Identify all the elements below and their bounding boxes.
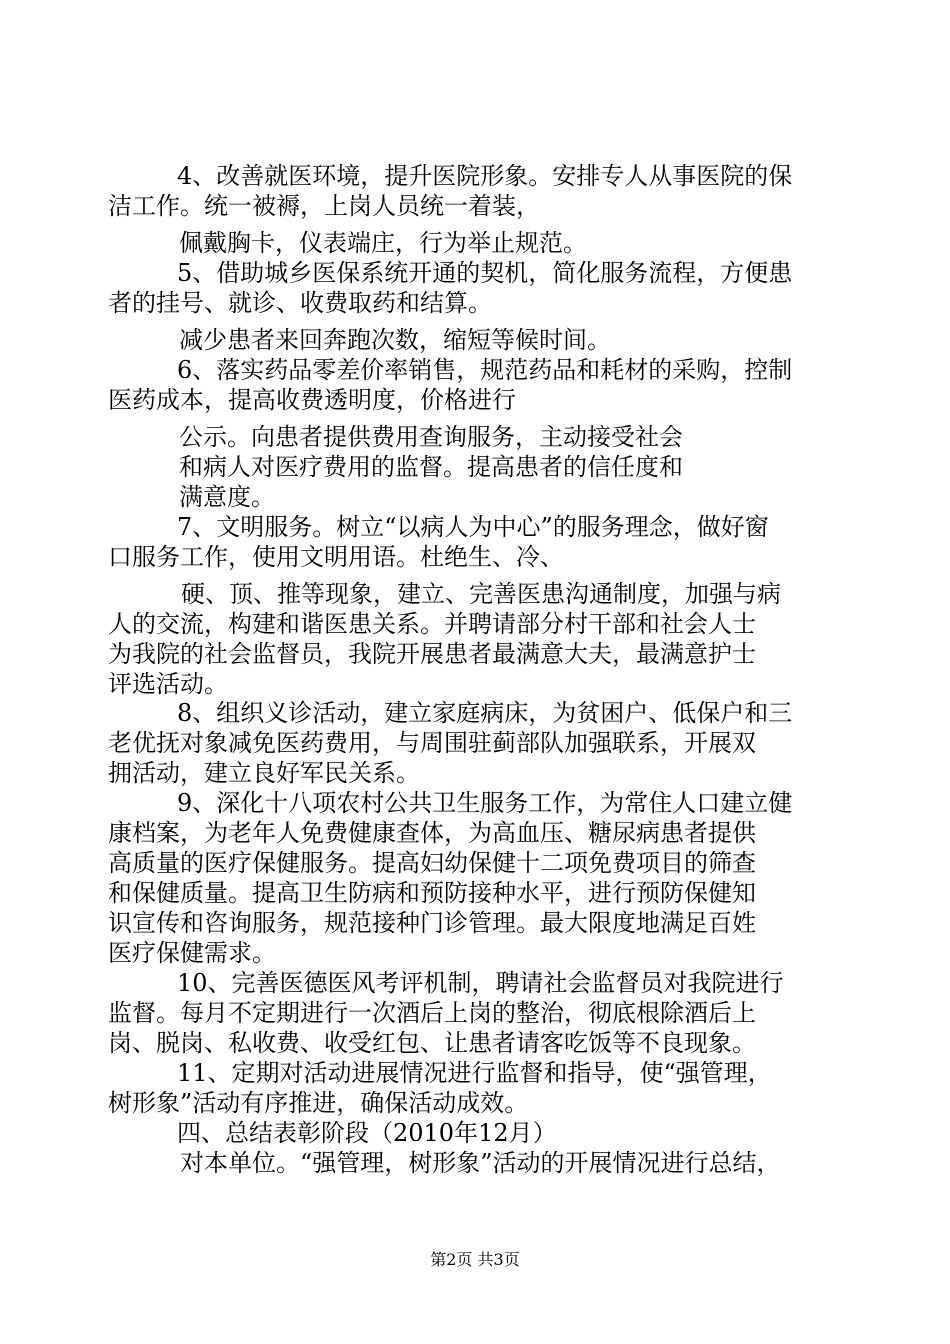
paragraph-line: 减少患者来回奔跑次数，缩短等候时间。 (179, 326, 611, 354)
paragraph-line: 4、改善就医环境，提升医院形象。安排专人从事医院的保 (177, 162, 793, 190)
paragraph-line: 树形象”活动有序推进，确保活动成效。 (108, 1089, 529, 1117)
paragraph-line: 口服务工作，使用文明用语。杜绝生、冷、 (108, 543, 564, 571)
paragraph-line: 7、文明服务。树立“以病人为中心”的服务理念，做好窗 (177, 513, 769, 541)
paragraph-line: 岗、脱岗、私收费、收受红包、让患者请客吃饭等不良现象。 (108, 1029, 756, 1057)
paragraph-line: 对本单位。“强管理，树形象”活动的开展情况进行总结， (180, 1149, 781, 1177)
paragraph-line: 评选活动。 (108, 670, 228, 698)
page-footer: 第2页 共3页 (430, 1250, 520, 1269)
paragraph-line: 拥活动，建立良好军民关系。 (108, 759, 420, 787)
paragraph-line: 高质量的医疗保健服务。提高妇幼保健十二项免费项目的筛查 (108, 849, 756, 877)
paragraph-line: 识宣传和咨询服务，规范接种门诊管理。最大限度地满足百姓 (108, 909, 756, 937)
paragraph-line: 11、定期对活动进展情况进行监督和指导，使“强管理， (177, 1059, 772, 1087)
paragraph-line: 6、落实药品零差价率销售，规范药品和耗材的采购，控制 (177, 356, 793, 384)
paragraph-line: 者的挂号、就诊、收费取药和结算。 (108, 289, 492, 317)
paragraph-line: 人的交流，构建和谐医患关系。并聘请部分村干部和社会人士 (108, 610, 756, 638)
paragraph-line: 四、总结表彰阶段（2010年12月） (177, 1119, 557, 1147)
paragraph-line: 9、深化十八项农村公共卫生服务工作，为常住人口建立健 (177, 789, 793, 817)
paragraph-line: 医疗保健需求。 (108, 939, 276, 967)
paragraph-line: 为我院的社会监督员，我院开展患者最满意大夫，最满意护士 (108, 640, 756, 668)
paragraph-line: 老优抚对象减免医药费用，与周围驻蓟部队加强联系，开展双 (108, 729, 756, 757)
paragraph-line: 医药成本，提高收费透明度，价格进行 (108, 386, 516, 414)
paragraph-line: 公示。向患者提供费用查询服务，主动接受社会 (179, 423, 683, 451)
paragraph-line: 8、组织义诊活动，建立家庭病床，为贫困户、低保户和三 (177, 699, 793, 727)
paragraph-line: 和病人对医疗费用的监督。提高患者的信任度和 (179, 453, 683, 481)
paragraph-line: 洁工作。统一被褥，上岗人员统一着装， (108, 192, 540, 220)
paragraph-line: 10、完善医德医风考评机制，聘请社会监督员对我院进行 (177, 969, 784, 997)
paragraph-line: 和保健质量。提高卫生防病和预防接种水平，进行预防保健知 (108, 879, 756, 907)
paragraph-line: 满意度。 (179, 483, 275, 511)
paragraph-line: 5、借助城乡医保系统开通的契机，简化服务流程，方便患 (177, 259, 793, 287)
paragraph-line: 佩戴胸卡，仪表端庄，行为举止规范。 (179, 229, 587, 257)
paragraph-line: 康档案，为老年人免费健康查体，为高血压、糖尿病患者提供 (108, 819, 756, 847)
paragraph-line: 监督。每月不定期进行一次酒后上岗的整治，彻底根除酒后上 (108, 999, 756, 1027)
paragraph-line: 硬、顶、推等现象，建立、完善医患沟通制度，加强与病 (181, 580, 781, 608)
